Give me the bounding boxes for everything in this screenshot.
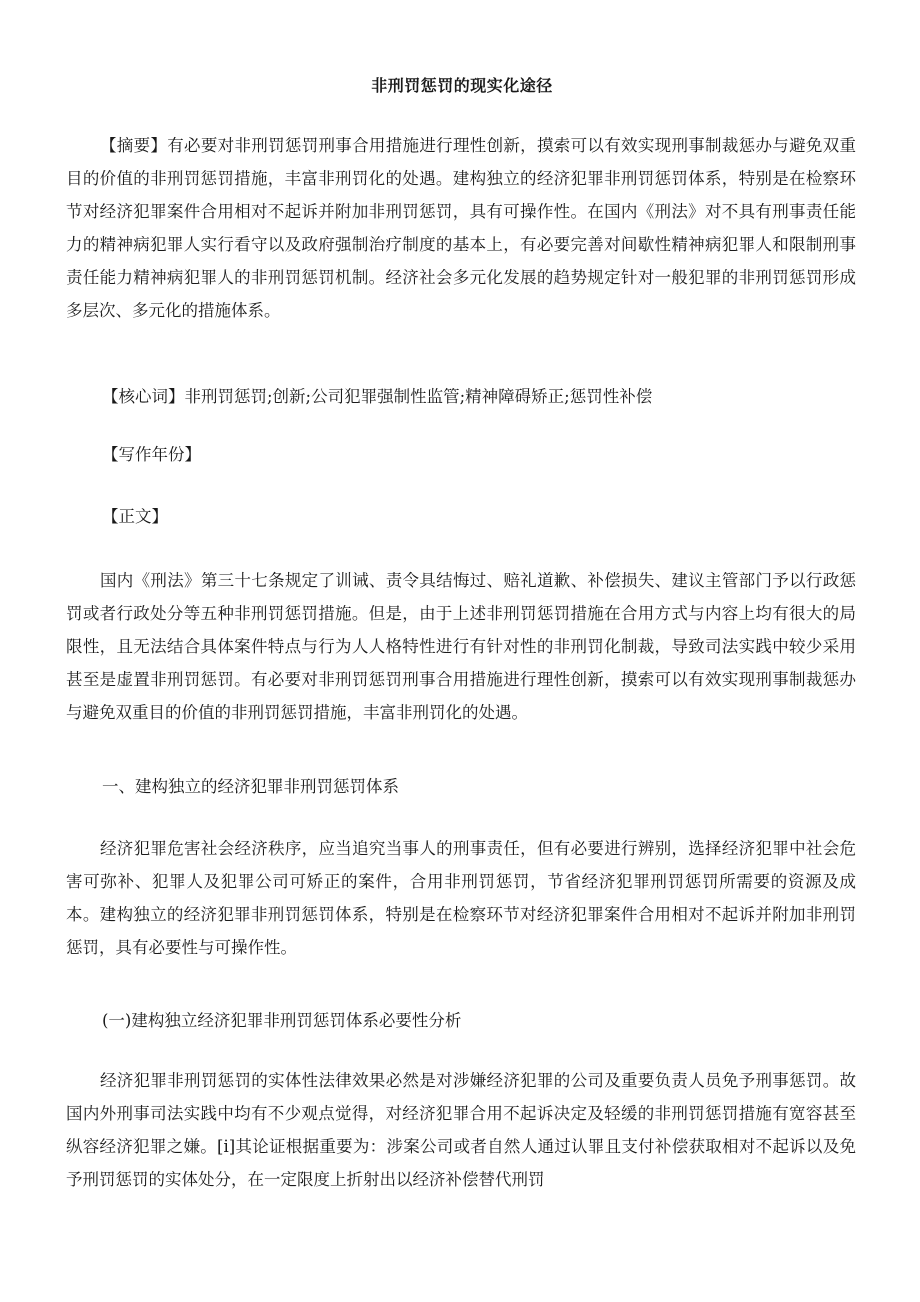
body-paragraph-2: 经济犯罪危害社会经济秩序，应当追究当事人的刑事责任，但有必要进行辨别，选择经济犯罪中社会危害可弥补、犯罪人及犯罪公司可矫正的案件，合用非刑罚惩罚，节省经济犯罪刑罚惩罚所需要的资源及成本。建构独立的经济犯罪非刑罚惩罚体系，特别是在检察环节对经济犯罪案件合用相对不起诉并附加非刑罚惩罚，具有必要性与可操作性。 xyxy=(66,839,856,957)
abstract-paragraph xyxy=(66,129,856,327)
keywords-label: 【核心词】 xyxy=(102,387,185,406)
subsection-1-heading: (一)建构独立经济犯罪非刑罚惩罚体系必要性分析 xyxy=(102,1011,462,1030)
section-1-heading: 一、建构独立的经济犯罪非刑罚惩罚体系 xyxy=(102,777,399,796)
body-paragraph-1: 国内《刑法》第三十七条规定了训诫、责令具结悔过、赔礼道歉、补偿损失、建议主管部门予以行政惩罚或者行政处分等五种非刑罚惩罚措施。但是，由于上述非刑罚惩罚措施在合用方式与内容上均有很大的局限性，且无法结合具体案件特点与行为人人格特性进行有针对性的非刑罚化制裁，导致司法实践中较少采用甚至是虚置非刑罚惩罚。有必要对非刑罚惩罚刑事合用措施进行理性创新，摸索可以有效实现刑事制裁惩办与避免双重目的价值的非刑罚惩罚措施，丰富非刑罚化的处遇。 xyxy=(66,571,856,722)
abstract-text: 有必要对非刑罚惩罚刑事合用措施进行理性创新，摸索可以有效实现刑事制裁惩办与避免双重目的价值的非刑罚惩罚措施，丰富非刑罚化的处遇。建构独立的经济犯罪非刑罚惩罚体系，特别是在检察环节对经济犯罪案件合用相对不起诉并附加非刑罚惩罚，具有可操作性。在国内《刑法》对不具有刑事责任能力的精神病犯罪人实行看守以及政府强制治疗制度的基本上，有必要完善对间歇性精神病犯罪人和限制刑事责任能力精神病犯罪人的非刑罚惩罚机制。经济社会多元化发展的趋势规定针对一般犯罪的非刑罚惩罚形成多层次、多元化的措施体系。 xyxy=(66,136,857,320)
keywords-text: 非刑罚惩罚;创新;公司犯罪强制性监管;精神障碍矫正;惩罚性补偿 xyxy=(184,387,653,406)
body-paragraph-3: 经济犯罪非刑罚惩罚的实体性法律效果必然是对涉嫌经济犯罪的公司及重要负责人员免予刑事惩罚。故国内外刑事司法实践中均有不少观点觉得，对经济犯罪合用不起诉决定及轻缓的非刑罚惩罚措施有宽容甚至纵容经济犯罪之嫌。[i]其论证根据重要为：涉案公司或者自然人通过认罪且支付补偿获取相对不起诉以及免予刑罚惩罚的实体处分，在一定限度上折射出以经济补偿替代刑罚 xyxy=(66,1071,856,1189)
body-label: 【正文】 xyxy=(102,507,168,526)
keywords-line xyxy=(102,380,652,413)
document-title: 非刑罚惩罚的现实化途径 xyxy=(371,76,553,95)
abstract-label: 【摘要】 xyxy=(100,136,168,155)
year-label: 【写作年份】 xyxy=(102,445,201,464)
